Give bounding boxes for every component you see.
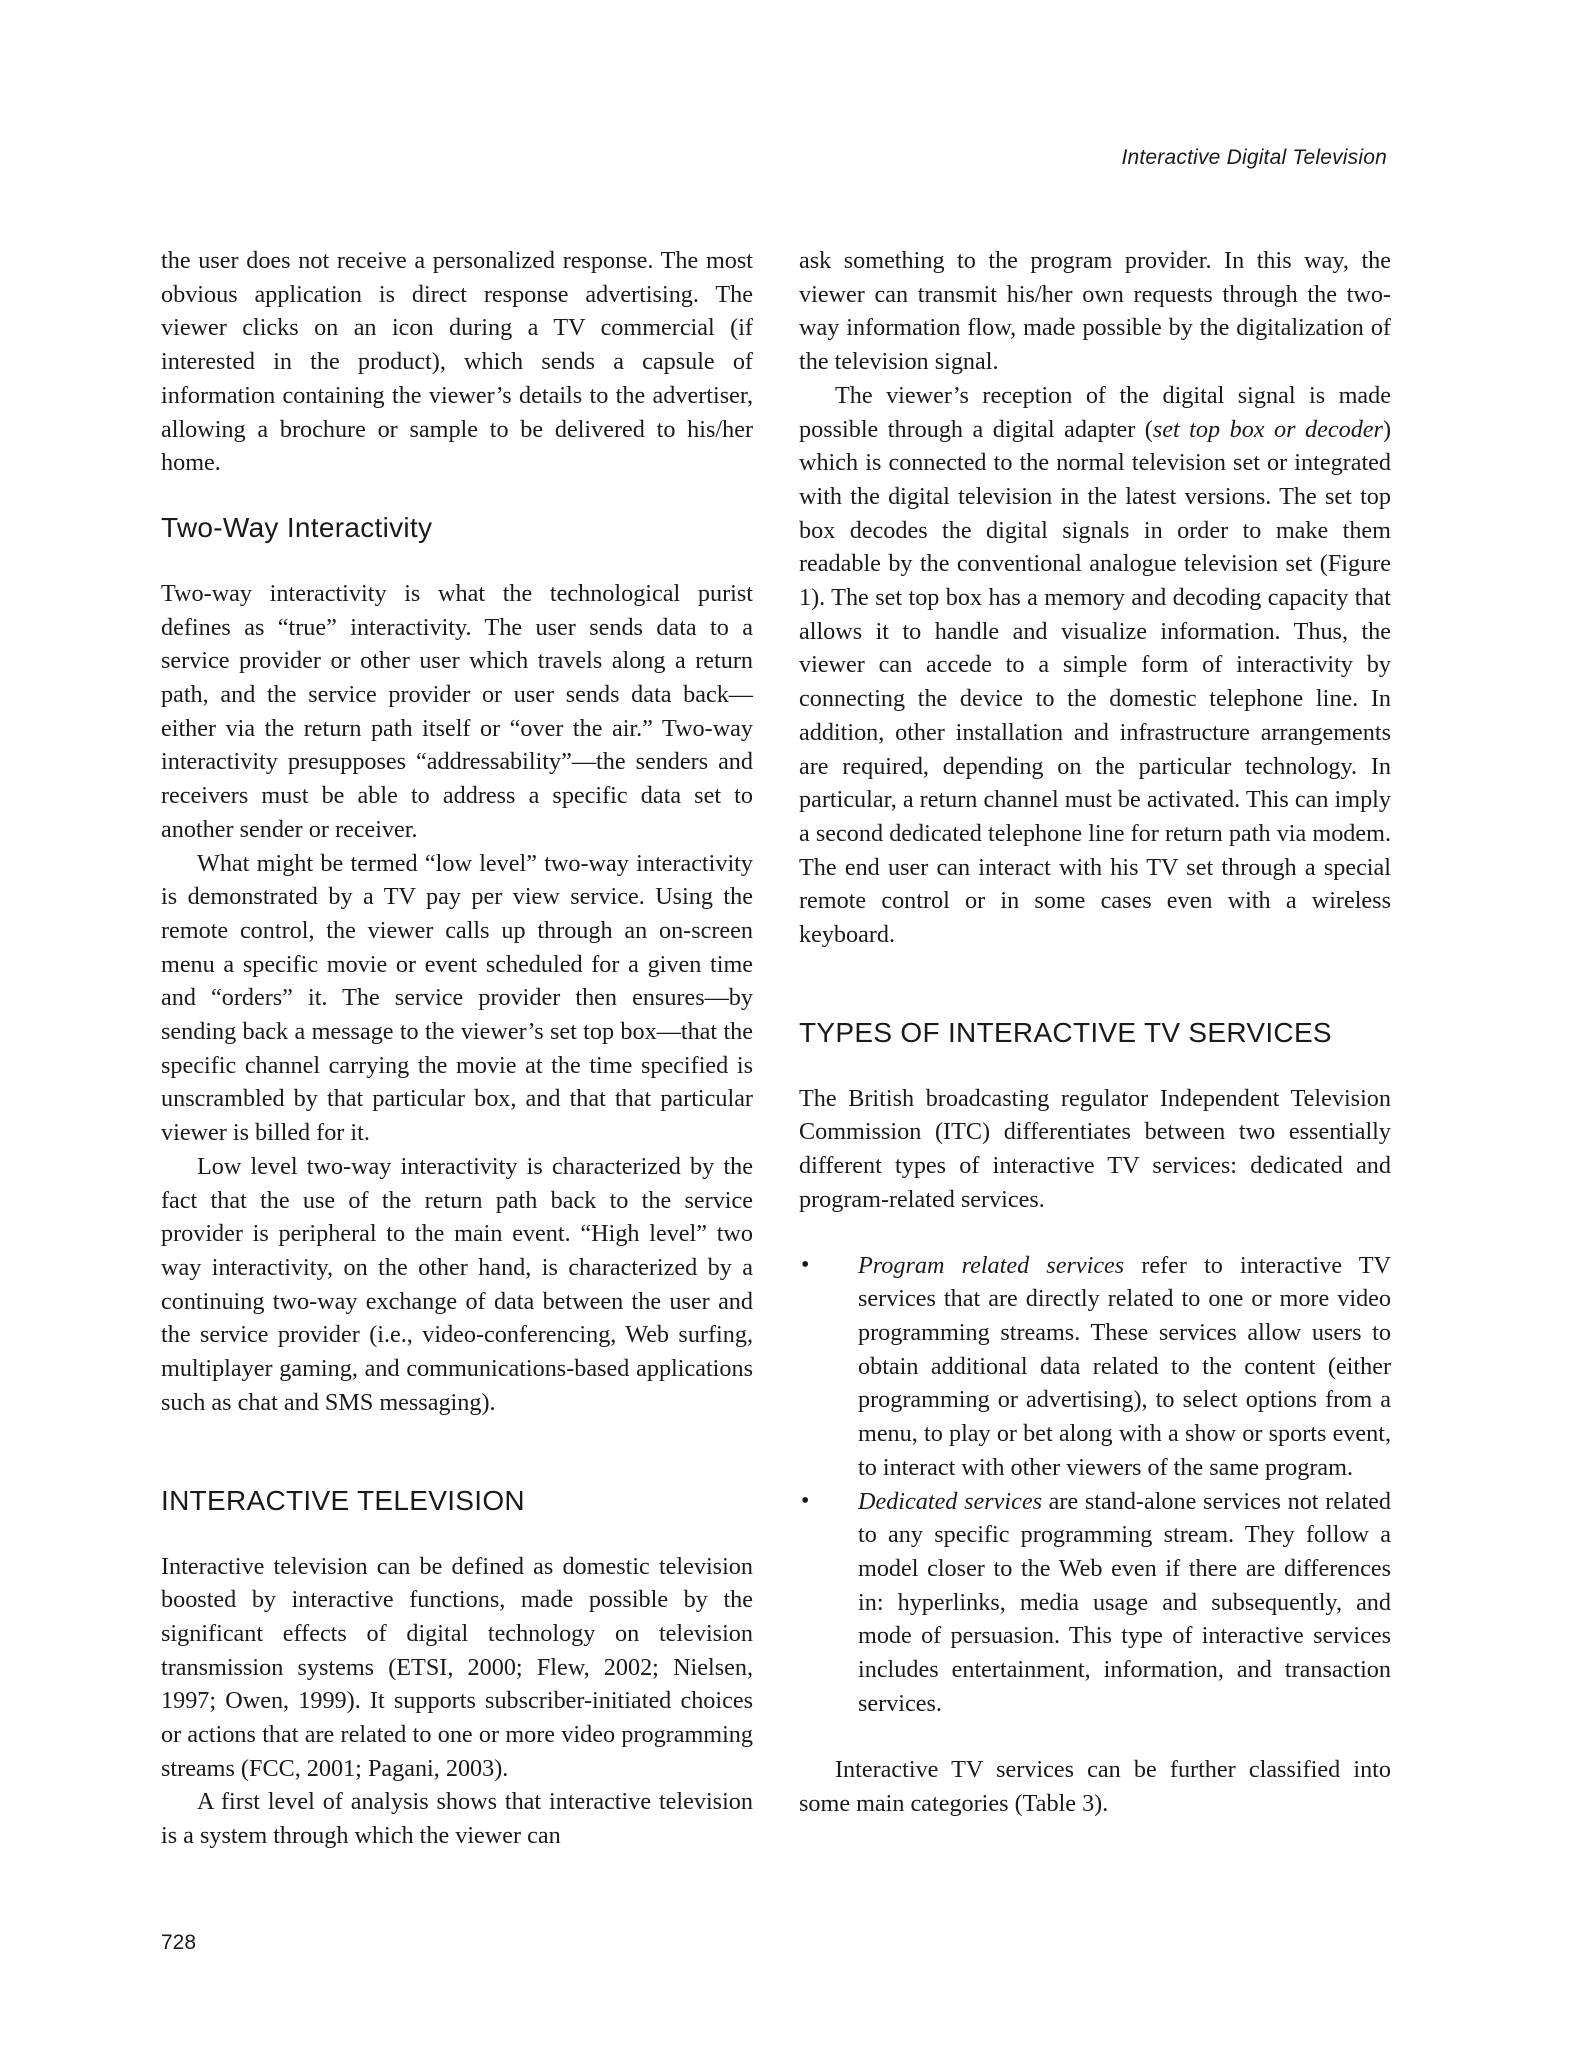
paragraph: ask something to the program provider. In this way, the viewer can transmit his/her own requests through the two-way information flow, made possible by the digitalization of the television signal. (799, 247, 1391, 376)
paragraph: What might be termed “low level” two-way interactivity is demonstrated by a TV pay per view service. Using the remote control, the viewer calls up through an on-screen menu a specific movie or event scheduled for a given time and “orders” it. The service provider then ensures—by sending back a message to the viewer’s set top box—that the specific channel carrying the movie at the time specified is unscrambled by that particular box, and that that particular viewer is billed for it. (161, 849, 753, 1147)
paragraph: Interactive television can be defined as domestic television boosted by interactive functions, made possible by the significant effects of digital technology on television transmission systems (ETSI, 2000; Flew, 2002; Nielsen, 1997; Owen, 1999). It supports subscriber-initiated choices or actions that are related to one or more video programming streams (FCC, 2001; Pagani, 2003). (161, 1552, 753, 1782)
list-item-term: Dedicated services (858, 1487, 1042, 1515)
paragraph: the user does not receive a personalized response. The most obvious application is direct response advertising. The viewer clicks on an icon during a TV commercial (if interested in the product), which sends a capsule of information containing the viewer’s details to the advertiser, allowing a brochure or sample to be delivered to his/her home. (161, 247, 753, 477)
paragraph: The British broadcasting regulator Independent Television Commission (ITC) differentiates between two essentially different types of interactive TV services: dedicated and program-related services. (799, 1084, 1391, 1213)
running-head: Interactive Digital Television (1121, 146, 1387, 169)
bullet-list (799, 1249, 1391, 1721)
list-item (799, 1485, 1391, 1721)
bullet-marker: • (801, 1487, 810, 1514)
page-number: 728 (161, 1931, 197, 1954)
paragraph: A first level of analysis shows that interactive television is a system through which the viewer can (161, 1788, 753, 1850)
bullet-marker: • (801, 1251, 810, 1278)
left-column (161, 244, 753, 1853)
paragraph: Two-way interactivity is what the technological purist defines as “true” interactivity. The user sends data to a service provider or other user which travels along a return path, and the service provider or user sends data back—either via the return path itself or “over the air.” Two-way interactivity presupposes “addressability”—the senders and receivers must be able to address a specific data set to another sender or receiver. (161, 579, 753, 843)
list-item-text: refer to interactive TV services that are directly related to one or more video programming streams. These services allow users to obtain additional data related to the content (either programming or advertising), to select options from a menu, to play or bet along with a show or sports event, to interact with other viewers of the same program. (858, 1251, 1391, 1481)
section-heading-types-of-interactive-tv-services: TYPES OF INTERACTIVE TV SERVICES (799, 1016, 1332, 1048)
section-heading-interactive-television: INTERACTIVE TELEVISION (161, 1484, 525, 1516)
paragraph-text: The viewer’s reception of the digital signal is made possible through a digital adapter ( (799, 381, 1391, 443)
list-item-term: Program related services (858, 1251, 1125, 1279)
paragraph (799, 379, 1391, 952)
paragraph: Interactive TV services can be further classified into some main categories (Table 3). (799, 1756, 1391, 1818)
paragraph-text: ) which is connected to the normal television set or integrated with the digital television in the latest versions. The set top box decodes the digital signals in order to make them readable by the conventional analogue television set (Figure 1). The set top box has a memory and decoding capacity that allows it to handle and visualize information. Thus, the viewer can accede to a simple form of interactivity by connecting the device to the domestic telephone line. In addition, other installation and infrastructure arrangements are required, depending on the particular technology. In particular, a return channel must be activated. This can imply a second dedicated telephone line for return path via modem. The end user can interact with his TV set through a special remote control or in some cases even with a wireless keyboard. (799, 415, 1391, 949)
section-heading-two-way-interactivity: Two-Way Interactivity (161, 511, 433, 543)
list-item-text: are stand-alone services not related to any specific programming stream. They follow a model closer to the Web even if there are differences in: hyperlinks, media usage and subsequently, and mode of persuasion. This type of interactive services includes entertainment, information, and transaction services. (858, 1487, 1392, 1717)
paragraph: Low level two-way interactivity is characterized by the fact that the use of the return path back to the service provider is peripheral to the main event. “High level” two way interactivity, on the other hand, is characterized by a continuing two-way exchange of data between the user and the service provider (i.e., video-conferencing, Web surfing, multiplayer gaming, and communications-based applications such as chat and SMS messaging). (161, 1152, 753, 1416)
list-item (799, 1249, 1391, 1485)
emphasis-term: set top box or decoder (1152, 415, 1383, 443)
right-column (799, 244, 1391, 1821)
